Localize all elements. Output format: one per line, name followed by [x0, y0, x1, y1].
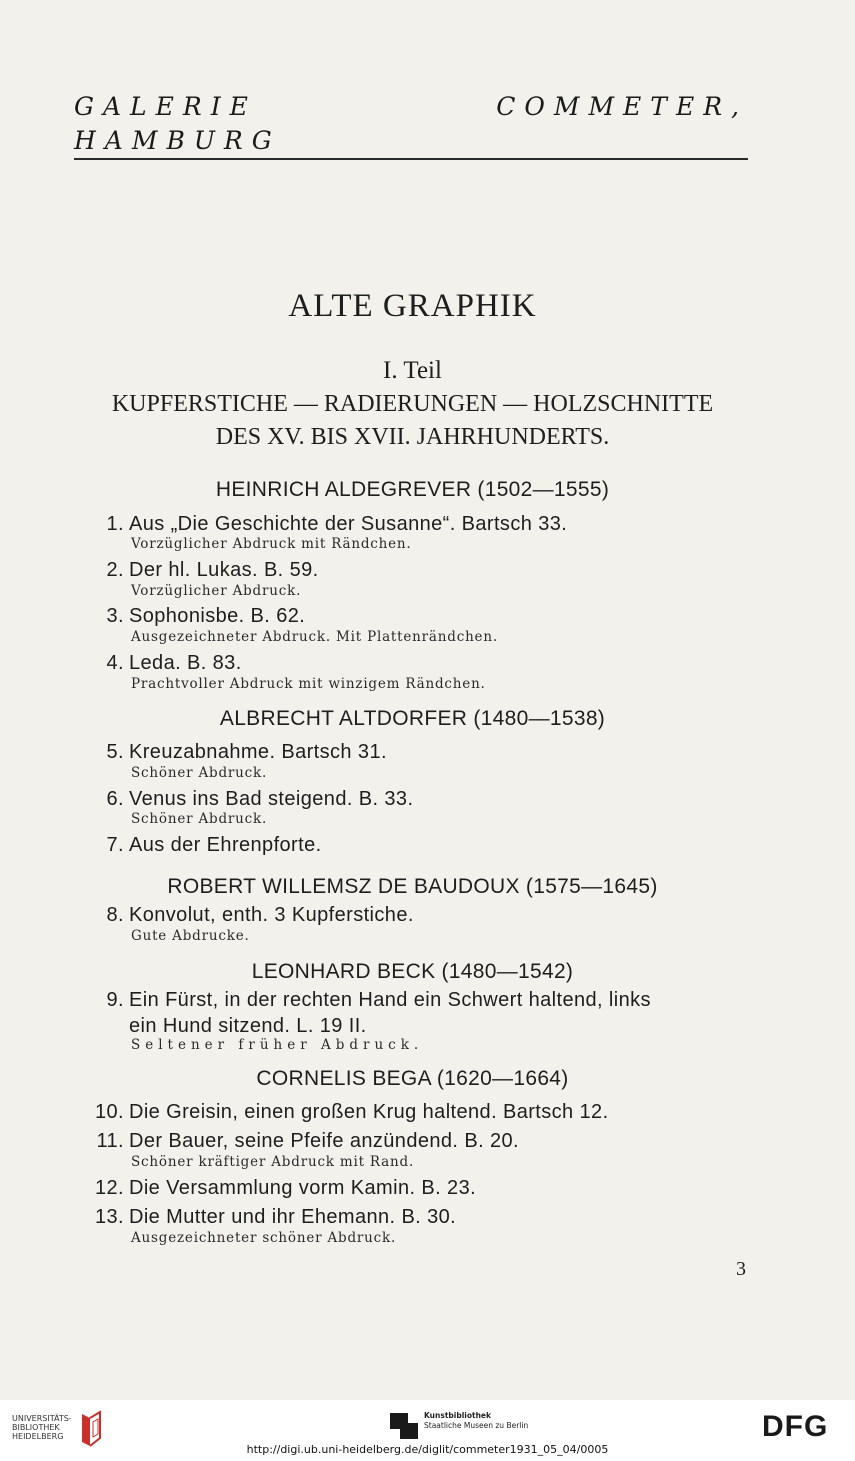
entry-title: Venus ins Bad steigend. B. 33.: [129, 788, 414, 810]
entry-note: Vorzüglicher Abdruck.: [131, 583, 302, 599]
entry-number: 13.: [94, 1206, 124, 1228]
entry-note: Seltener früher Abdruck.: [131, 1037, 424, 1053]
university-library-logo-icon[interactable]: [78, 1408, 104, 1448]
entry-number: 8.: [106, 904, 124, 926]
university-library-label[interactable]: UNIVERSITÄTS- BIBLIOTHEK HEIDELBERG: [12, 1414, 72, 1441]
kunstbibliothek-label[interactable]: Kunstbibliothek Staatliche Museen zu Berlin: [424, 1411, 529, 1430]
dfg-logo[interactable]: DFG: [762, 1410, 829, 1443]
subtitle-line-1: KUPFERSTICHE — RADIERUNGEN — HOLZSCHNITTE: [111, 391, 714, 417]
entry-note: Prachtvoller Abdruck mit winzigem Rändchen.: [131, 676, 486, 692]
entry-title: Die Mutter und ihr Ehemann. B. 30.: [129, 1206, 457, 1228]
gallery-header: GALERIE COMMETER, HAMBURG: [74, 90, 748, 160]
entry-note: Schöner Abdruck.: [131, 811, 268, 827]
subtitle-line-2: DES XV. BIS XVII. JAHRHUNDERTS.: [215, 424, 610, 450]
entry-title: Konvolut, enth. 3 Kupferstiche.: [129, 904, 414, 926]
page-url[interactable]: http://digi.ub.uni-heidelberg.de/diglit/commeter1931_05_04/0005: [246, 1443, 609, 1456]
entry-number: 1.: [106, 513, 124, 535]
entry-number: 4.: [106, 652, 124, 674]
entry-title: Die Versammlung vorm Kamin. B. 23.: [129, 1177, 477, 1199]
artist-heading: HEINRICH ALDEGREVER (1502—1555): [215, 478, 610, 501]
entry-number: 7.: [106, 834, 124, 856]
entry-title: Der Bauer, seine Pfeife anzündend. B. 20.: [129, 1130, 519, 1152]
entry-note: Schöner Abdruck.: [131, 765, 268, 781]
entry-number: 12.: [94, 1177, 124, 1199]
entry-number: 5.: [106, 741, 124, 763]
artist-heading: CORNELIS BEGA (1620—1664): [256, 1067, 569, 1090]
entry-number: 2.: [106, 559, 124, 581]
entry-title: Leda. B. 83.: [129, 652, 242, 674]
artist-heading: ALBRECHT ALTDORFER (1480—1538): [219, 707, 606, 730]
artist-heading: LEONHARD BECK (1480—1542): [251, 960, 574, 983]
entry-note: Schöner kräftiger Abdruck mit Rand.: [131, 1154, 415, 1170]
entry-title: Aus „Die Geschichte der Susanne“. Bartsch 33.: [129, 513, 568, 535]
entry-title: Die Greisin, einen großen Krug haltend. Bartsch 12.: [129, 1101, 609, 1123]
entry-title: Aus der Ehrenpforte.: [129, 834, 322, 856]
entry-title-line-2: ein Hund sitzend. L. 19 II.: [129, 1015, 367, 1037]
entry-note: Ausgezeichneter schöner Abdruck.: [131, 1230, 397, 1246]
page-number: 3: [736, 1258, 746, 1280]
entry-number: 6.: [106, 788, 124, 810]
entry-note: Gute Abdrucke.: [131, 928, 250, 944]
artist-heading: ROBERT WILLEMSZ DE BAUDOUX (1575—1645): [167, 875, 658, 898]
entry-number: 10.: [94, 1101, 124, 1123]
entry-note: Ausgezeichneter Abdruck. Mit Plattenrändchen.: [131, 629, 498, 645]
entry-title: Sophonisbe. B. 62.: [129, 605, 306, 627]
entry-title: Kreuzabnahme. Bartsch 31.: [129, 741, 387, 763]
kunstbibliothek-logo-icon[interactable]: [390, 1413, 418, 1439]
entry-number: 9.: [106, 989, 124, 1011]
entry-title: Ein Fürst, in der rechten Hand ein Schwert haltend, links: [129, 989, 651, 1011]
entry-title: Der hl. Lukas. B. 59.: [129, 559, 319, 581]
entry-number: 3.: [106, 605, 124, 627]
entry-number: 11.: [96, 1130, 124, 1152]
catalog-title: ALTE GRAPHIK: [288, 288, 537, 324]
part-label: I. Teil: [383, 357, 442, 384]
entry-note: Vorzüglicher Abdruck mit Rändchen.: [131, 536, 412, 552]
